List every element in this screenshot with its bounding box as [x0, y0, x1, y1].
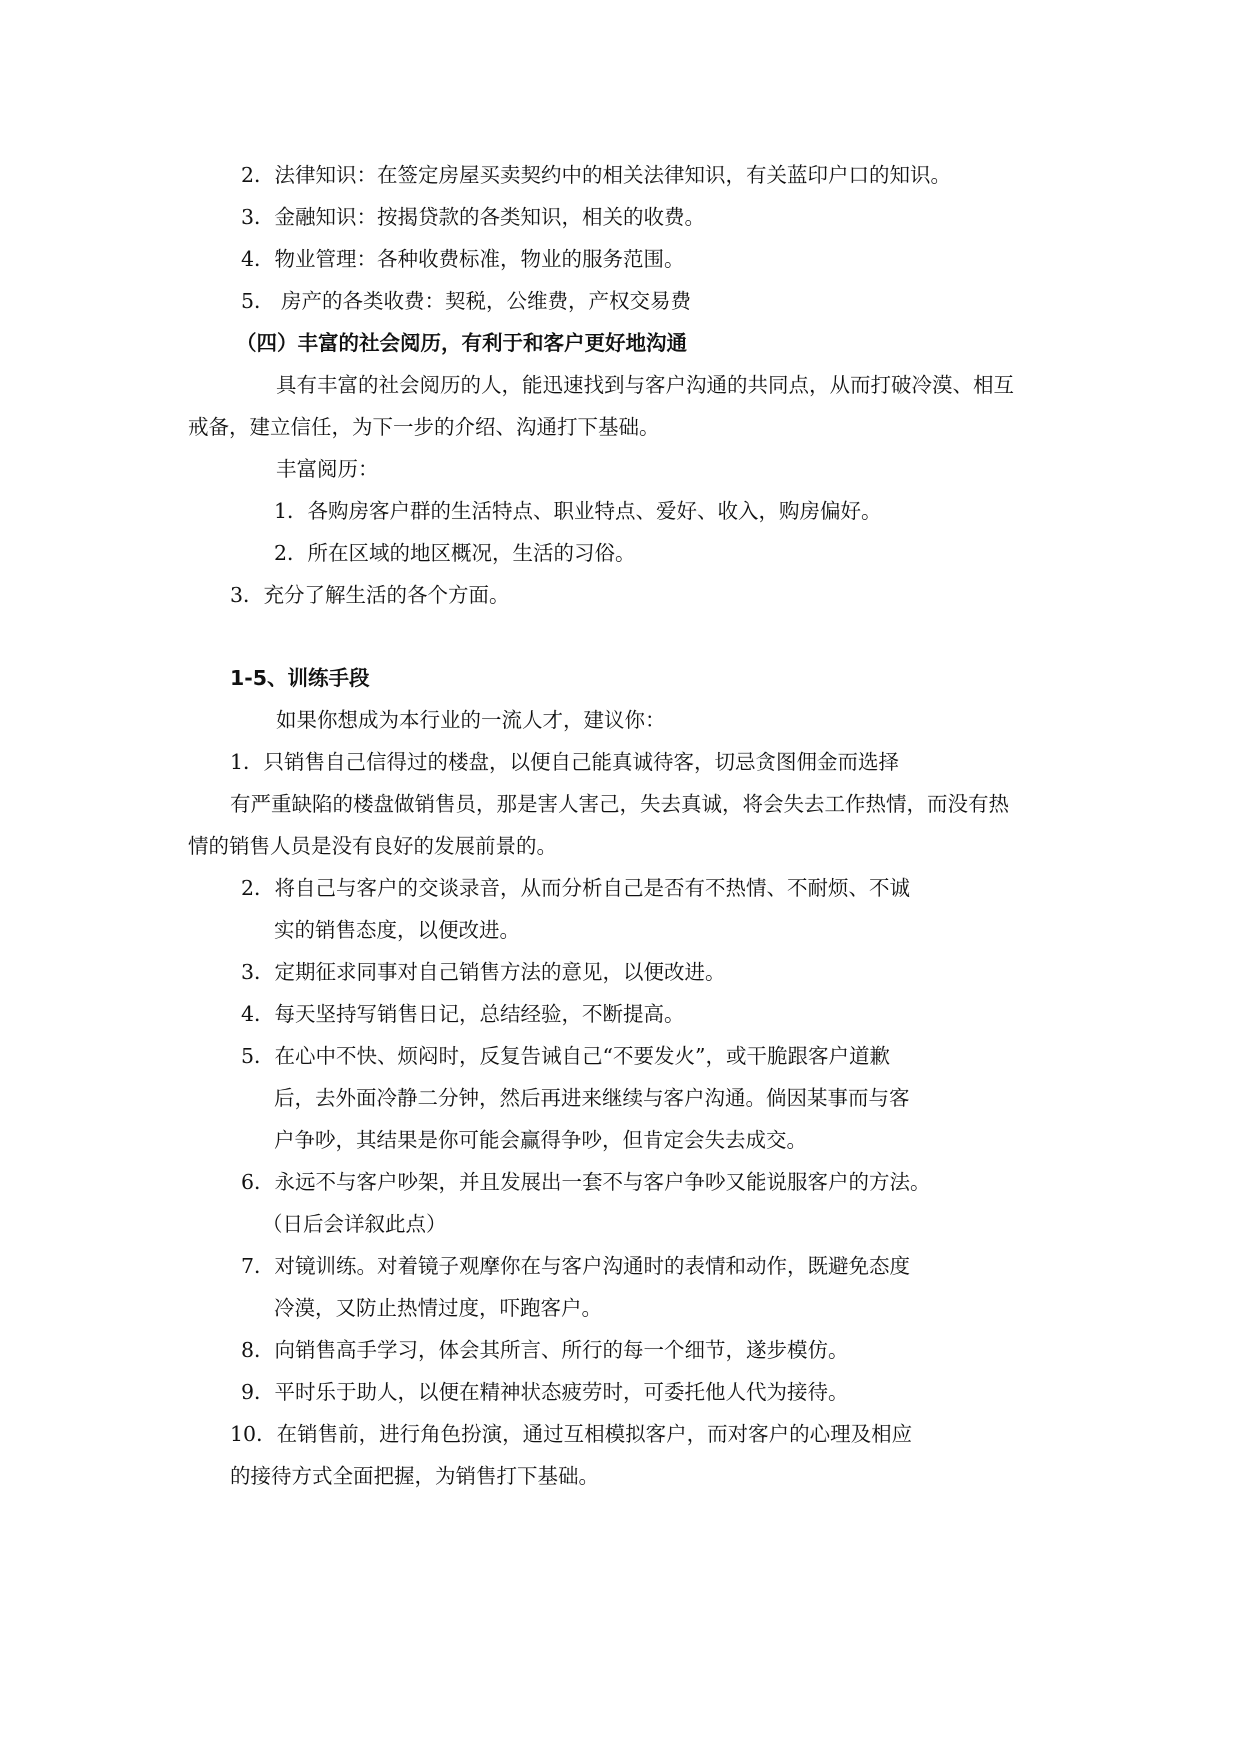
training-item-line: 1．只销售自己信得过的楼盘，以便自己能真诚待客，切忌贪图佣金而选择 — [230, 750, 900, 774]
experience-item: 1．各购房客户群的生活特点、职业特点、爱好、收入，购房偏好。 — [274, 499, 882, 523]
legal-knowledge-item: 2．法律知识：在签定房屋买卖契约中的相关法律知识，有关蓝印户口的知识。 — [241, 163, 952, 187]
training-item-line: 4．每天坚持写销售日记，总结经验，不断提高。 — [241, 1002, 685, 1026]
training-item-line: 情的销售人员是没有良好的发展前景的。 — [188, 834, 557, 858]
training-item-line: 9．平时乐于助人，以便在精神状态疲劳时，可委托他人代为接待。 — [241, 1380, 849, 1404]
training-intro: 如果你想成为本行业的一流人才，建议你： — [276, 708, 666, 732]
training-item-line: 的接待方式全面把握，为销售打下基础。 — [230, 1464, 599, 1488]
training-item-line: 10．在销售前，进行角色扮演，通过互相模拟客户，而对客户的心理及相应 — [230, 1422, 913, 1446]
training-item-line: 后，去外面冷静二分钟，然后再进来继续与客户沟通。倘因某事而与客 — [274, 1086, 910, 1110]
training-section-heading: 1-5、训练手段 — [230, 666, 370, 690]
training-item-line: 7．对镜训练。对着镜子观摩你在与客户沟通时的表情和动作，既避免态度 — [241, 1254, 911, 1278]
training-item-line: 实的销售态度，以便改进。 — [274, 918, 520, 942]
training-item-line: 8．向销售高手学习，体会其所言、所行的每一个细节，遂步模仿。 — [241, 1338, 849, 1362]
section-four-heading: （四）丰富的社会阅历，有利于和客户更好地沟通 — [236, 331, 687, 355]
training-item-line: 有严重缺陷的楼盘做销售员，那是害人害己，失去真诚，将会失去工作热情，而没有热 — [230, 792, 1009, 816]
property-management-item: 4．物业管理：各种收费标准，物业的服务范围。 — [241, 247, 685, 271]
training-item-line: 3．定期征求同事对自己销售方法的意见，以便改进。 — [241, 960, 726, 984]
experience-label: 丰富阅历： — [276, 457, 379, 481]
experience-item: 3．充分了解生活的各个方面。 — [230, 583, 510, 607]
finance-knowledge-item: 3．金融知识：按揭贷款的各类知识，相关的收费。 — [241, 205, 706, 229]
training-item-line: 冷漠，又防止热情过度，吓跑客户。 — [274, 1296, 602, 1320]
training-item-line: （日后会详叙此点） — [262, 1212, 447, 1236]
property-fees-item: 5． 房产的各类收费：契税，公维费，产权交易费 — [241, 289, 692, 313]
training-item-line: 户争吵，其结果是你可能会赢得争吵，但肯定会失去成交。 — [274, 1128, 807, 1152]
experience-item: 2．所在区域的地区概况，生活的习俗。 — [274, 541, 636, 565]
training-item-line: 6．永远不与客户吵架，并且发展出一套不与客户争吵又能说服客户的方法。 — [241, 1170, 931, 1194]
training-item-line: 2．将自己与客户的交谈录音，从而分析自己是否有不热情、不耐烦、不诚 — [241, 876, 911, 900]
training-item-line: 5．在心中不快、烦闷时，反复告诫自己“不要发火”，或干脆跟客户道歉 — [241, 1044, 891, 1068]
section-four-paragraph-line: 戒备，建立信任，为下一步的介绍、沟通打下基础。 — [188, 415, 660, 439]
section-four-paragraph-line: 具有丰富的社会阅历的人，能迅速找到与客户沟通的共同点，从而打破冷漠、相互 — [276, 373, 1014, 397]
